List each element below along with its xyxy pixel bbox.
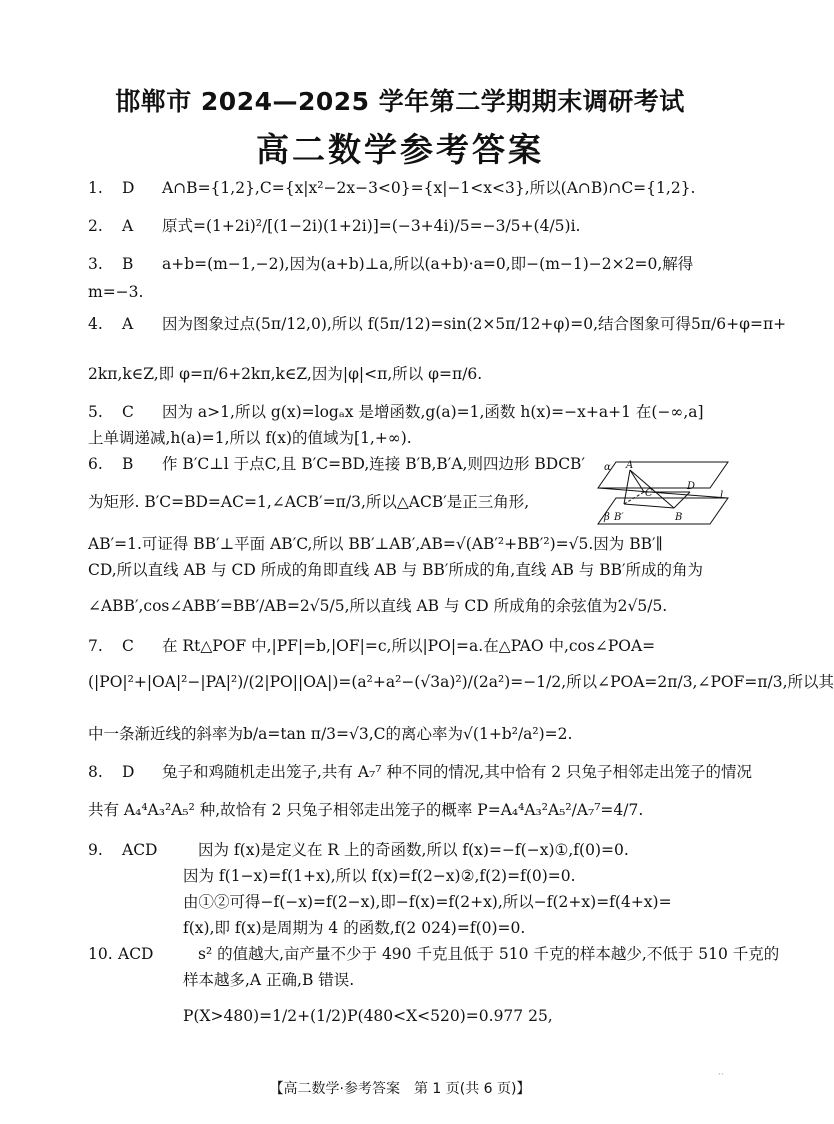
solution-text: 因为 f(1−x)=f(1+x),所以 f(x)=f(2−x)②,f(2)=f(0)=0. — [183, 867, 576, 885]
answer-line — [88, 944, 780, 968]
solution-text: m=−3. — [88, 283, 144, 301]
question-number: 3. — [88, 255, 103, 273]
answer-choice: ACD — [122, 841, 158, 859]
answer-line — [88, 840, 728, 864]
solution-text: A∩B={1,2},C={x|x²−2x−3<0}={x|−1<x<3},所以(A∩B)∩C={1,2}. — [162, 179, 696, 197]
solution-text: s² 的值越大,亩产量不少于 490 千克且低于 510 千克的样本越少,不低于 510 千克的 — [198, 945, 780, 963]
label-l: l — [720, 490, 724, 501]
answer-line — [88, 492, 588, 516]
answer-subtitle: 高二数学参考答案 — [256, 130, 544, 169]
answer-line — [88, 918, 728, 942]
label-d: D — [687, 481, 696, 492]
segment-ac — [630, 470, 644, 492]
answer-line — [88, 314, 787, 338]
exam-title: 邯郸市 2024—2025 学年第二学期期末调研考试 — [115, 87, 685, 116]
answer-choice: A — [122, 315, 134, 333]
solution-text: f(x),即 f(x)是周期为 4 的函数,f(2 024)=f(0)=0. — [183, 919, 526, 937]
solution-text: (|PO|²+|OA|²−|PA|²)/(2|PO||OA|)=(a²+a²−(√3a)²)/(2a²)=−1/2,所以∠POA=2π/3,∠POF=π/3,所以其 — [88, 673, 834, 691]
answer-choice: C — [122, 403, 134, 421]
answer-line — [88, 534, 728, 558]
answer-line — [88, 364, 728, 388]
question-number: 2. — [88, 217, 103, 235]
plane-alpha — [598, 462, 728, 488]
answer-choice: C — [122, 637, 134, 655]
answer-line — [88, 428, 728, 452]
question-number: 5. — [88, 403, 103, 421]
segment-b-prime-b — [624, 504, 674, 508]
answer-line — [88, 560, 728, 584]
page-mark: ·· — [718, 1070, 724, 1080]
answer-line — [88, 724, 728, 748]
solution-text: 为矩形. B′C=BD=AC=1,∠ACB′=π/3,所以△ACB′是正三角形, — [88, 493, 530, 511]
line-l — [598, 488, 728, 498]
solution-text: 兔子和鸡随机走出笼子,共有 A₇⁷ 种不同的情况,其中恰有 2 只兔子相邻走出笼子的情况 — [162, 763, 753, 781]
answer-line — [88, 216, 728, 240]
solution-text: 因为 a>1,所以 g(x)=logₐx 是增函数,g(a)=1,函数 h(x)=−x+a+1 在(−∞,a] — [162, 403, 704, 421]
solution-text: a+b=(m−1,−2),因为(a+b)⊥a,所以(a+b)·a=0,即−(m−1)−2×2=0,解得 — [162, 255, 694, 273]
solution-text: ∠ABB′,cos∠ABB′=BB′/AB=2√5/5,所以直线 AB 与 CD 所成角的余弦值为2√5/5. — [88, 597, 668, 615]
answer-choice: D — [122, 179, 135, 197]
question-number: 1. — [88, 179, 103, 197]
answer-line — [88, 892, 728, 916]
label-a: A — [626, 460, 634, 471]
segment-ab-prime — [624, 470, 630, 504]
solution-text: 因为图象过点(5π/12,0),所以 f(5π/12)=sin(2×5π/12+φ)=0,结合图象可得5π/6+φ=π+ — [162, 315, 787, 333]
answer-line — [88, 596, 728, 620]
question-number: 8. — [88, 763, 103, 781]
page-footer: 【高二数学·参考答案 第 1 页(共 6 页)】 — [269, 1081, 531, 1097]
answer-line — [88, 178, 728, 202]
label-c: C — [645, 488, 653, 499]
answer-line — [88, 454, 588, 478]
answer-line — [88, 1006, 728, 1030]
answer-line — [88, 282, 728, 306]
solution-text: 样本越多,A 正确,B 错误. — [183, 971, 355, 989]
solution-text: 2kπ,k∈Z,即 φ=π/6+2kπ,k∈Z,因为|φ|<π,所以 φ=π/6. — [88, 365, 483, 383]
answer-line — [88, 866, 728, 890]
answer-line — [88, 636, 728, 660]
solution-text: CD,所以直线 AB 与 CD 所成的角即直线 AB 与 BB′所成的角,直线 AB 与 BB′所成的角为 — [88, 561, 703, 579]
label-beta: β — [604, 512, 610, 523]
answer-choice: A — [122, 217, 134, 235]
solution-text: P(X>480)=1/2+(1/2)P(480<X<520)=0.977 25, — [183, 1007, 553, 1025]
solution-text: 因为 f(x)是定义在 R 上的奇函数,所以 f(x)=−f(−x)①,f(0)=0. — [198, 841, 629, 859]
label-alpha: α — [604, 462, 611, 473]
label-b: B — [675, 512, 683, 523]
geometry-figure — [594, 458, 730, 526]
solution-text: 由①②可得−f(−x)=f(2−x),即−f(x)=f(2+x),所以−f(2+x)=f(4+x)= — [183, 893, 672, 911]
answer-line — [88, 970, 728, 994]
solution-text: 上单调递减,h(a)=1,所以 f(x)的值域为[1,+∞). — [88, 429, 412, 447]
question-number: 9. — [88, 841, 103, 859]
answer-line — [88, 762, 753, 786]
solution-text: 共有 A₄⁴A₃²A₅² 种,故恰有 2 只兔子相邻走出笼子的概率 P=A₄⁴A₃²A₅²/A₇⁷=4/7. — [88, 801, 644, 819]
answer-line — [88, 672, 834, 696]
question-number: 4. — [88, 315, 103, 333]
answer-line — [88, 402, 728, 426]
solution-text: 原式=(1+2i)²/[(1−2i)(1+2i)]=(−3+4i)/5=−3/5+(4/5)i. — [162, 217, 581, 235]
answer-line — [88, 254, 728, 278]
solution-text: AB′=1.可证得 BB′⊥平面 AB′C,所以 BB′⊥AB′,AB=√(AB′²+BB′²)=√5.因为 BB′∥ — [88, 535, 663, 553]
answer-line — [88, 800, 728, 824]
solution-text: 作 B′C⊥l 于点C,且 B′C=BD,连接 B′B,B′A,则四边形 BDCB′ — [162, 455, 585, 473]
question-number: 6. — [88, 455, 103, 473]
solution-text: 中一条渐近线的斜率为b/a=tan π/3=√3,C的离心率为√(1+b²/a²)=2. — [88, 725, 573, 743]
question-number: 7. — [88, 637, 103, 655]
answer-choice: B — [122, 455, 134, 473]
answer-choice: B — [122, 255, 134, 273]
question-number: 10. — [88, 945, 113, 963]
answer-choice: D — [122, 763, 135, 781]
label-b-prime: B′ — [614, 512, 624, 523]
answer-choice: ACD — [118, 945, 154, 963]
solution-text: 在 Rt△POF 中,|PF|=b,|OF|=c,所以|PO|=a.在△PAO 中,cos∠POA= — [162, 637, 656, 655]
